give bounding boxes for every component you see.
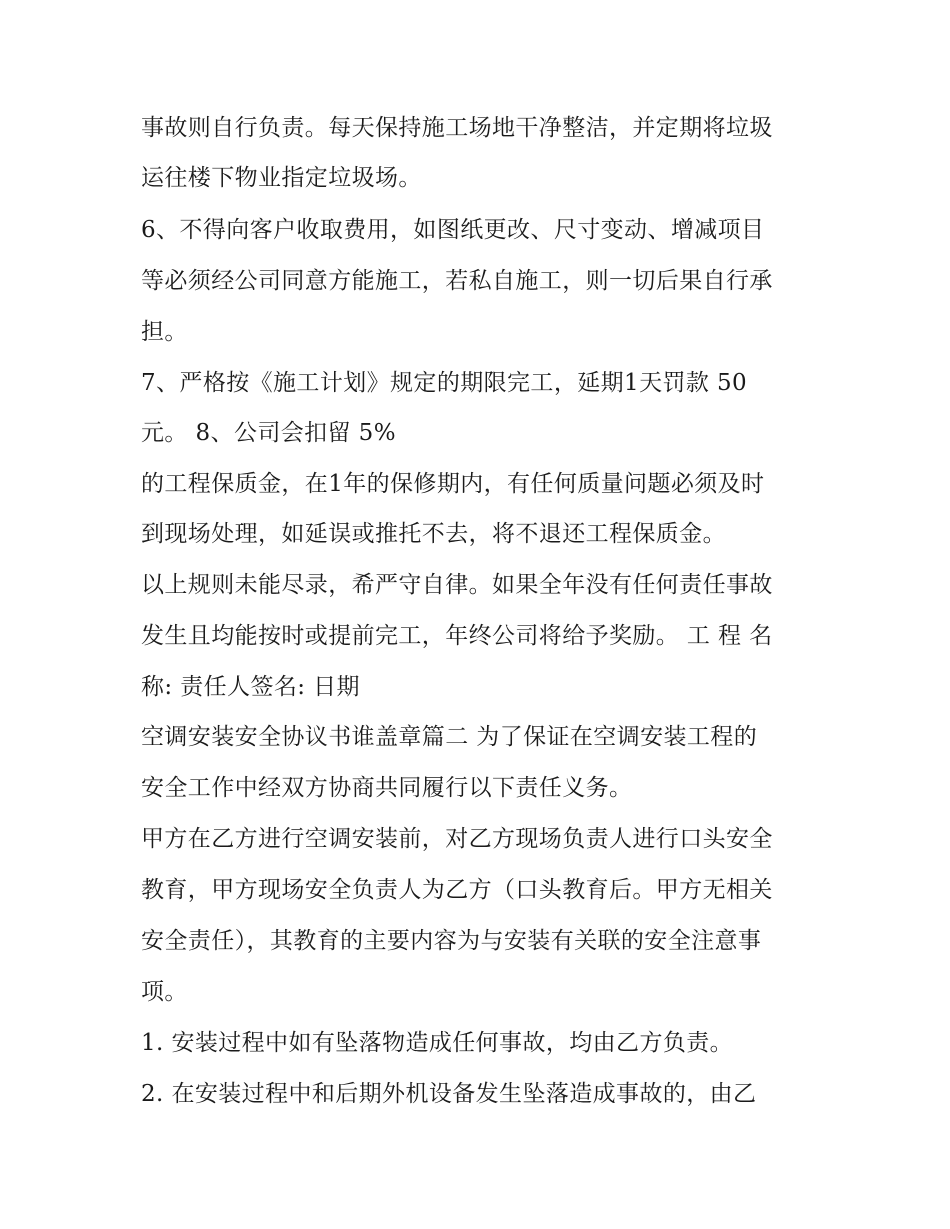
text-line-9: 到现场处理，如延误或推托不去，将不退还工程保质金。 bbox=[141, 521, 726, 547]
text-line-15: 甲方在乙方进行空调安装前，对乙方现场负责人进行口头安全 bbox=[141, 826, 773, 852]
text-line-17: 安全责任），其教育的主要内容为与安装有关联的安全注意事 bbox=[141, 928, 762, 954]
text-line-20: 2. 在安装过程中和后期外机设备发生坠落造成事故的，由乙 bbox=[141, 1081, 757, 1107]
text-line-8: 的工程保质金，在1年的保修期内，有任何质量问题必须及时 bbox=[141, 471, 765, 497]
text-line-11: 发生且均能按时或提前完工，年终公司将给予奖励。 工 程 名 bbox=[141, 623, 773, 649]
text-line-16: 教育，甲方现场安全负责人为乙方（口头教育后。甲方无相关 bbox=[141, 877, 773, 903]
text-line-1: 事故则自行负责。每天保持施工场地干净整洁，并定期将垃圾 bbox=[141, 115, 773, 141]
text-line-10: 以上规则未能尽录，希严守自律。如果全年没有任何责任事故 bbox=[141, 572, 773, 598]
text-line-14: 安全工作中经双方协商共同履行以下责任义务。 bbox=[141, 775, 633, 801]
text-line-5: 担。 bbox=[141, 319, 188, 345]
text-line-4: 等必须经公司同意方能施工，若私自施工，则一切后果自行承 bbox=[141, 268, 773, 294]
text-line-12: 称: 责任人签名: 日期 bbox=[141, 674, 360, 700]
text-line-3: 6、不得向客户收取费用，如图纸更改、尺寸变动、增减项目 bbox=[141, 217, 765, 243]
text-line-13: 空调安装安全协议书谁盖章篇二 为了保证在空调安装工程的 bbox=[141, 724, 758, 750]
text-line-2: 运往楼下物业指定垃圾场。 bbox=[141, 165, 422, 191]
text-line-7: 元。 8、公司会扣留 5% bbox=[141, 420, 396, 446]
text-line-18: 项。 bbox=[141, 979, 188, 1005]
text-line-6: 7、严格按《施工计划》规定的期限完工，延期1天罚款 50 bbox=[141, 370, 748, 396]
text-line-19: 1. 安装过程中如有坠落物造成任何事故，均由乙方负责。 bbox=[141, 1030, 734, 1056]
